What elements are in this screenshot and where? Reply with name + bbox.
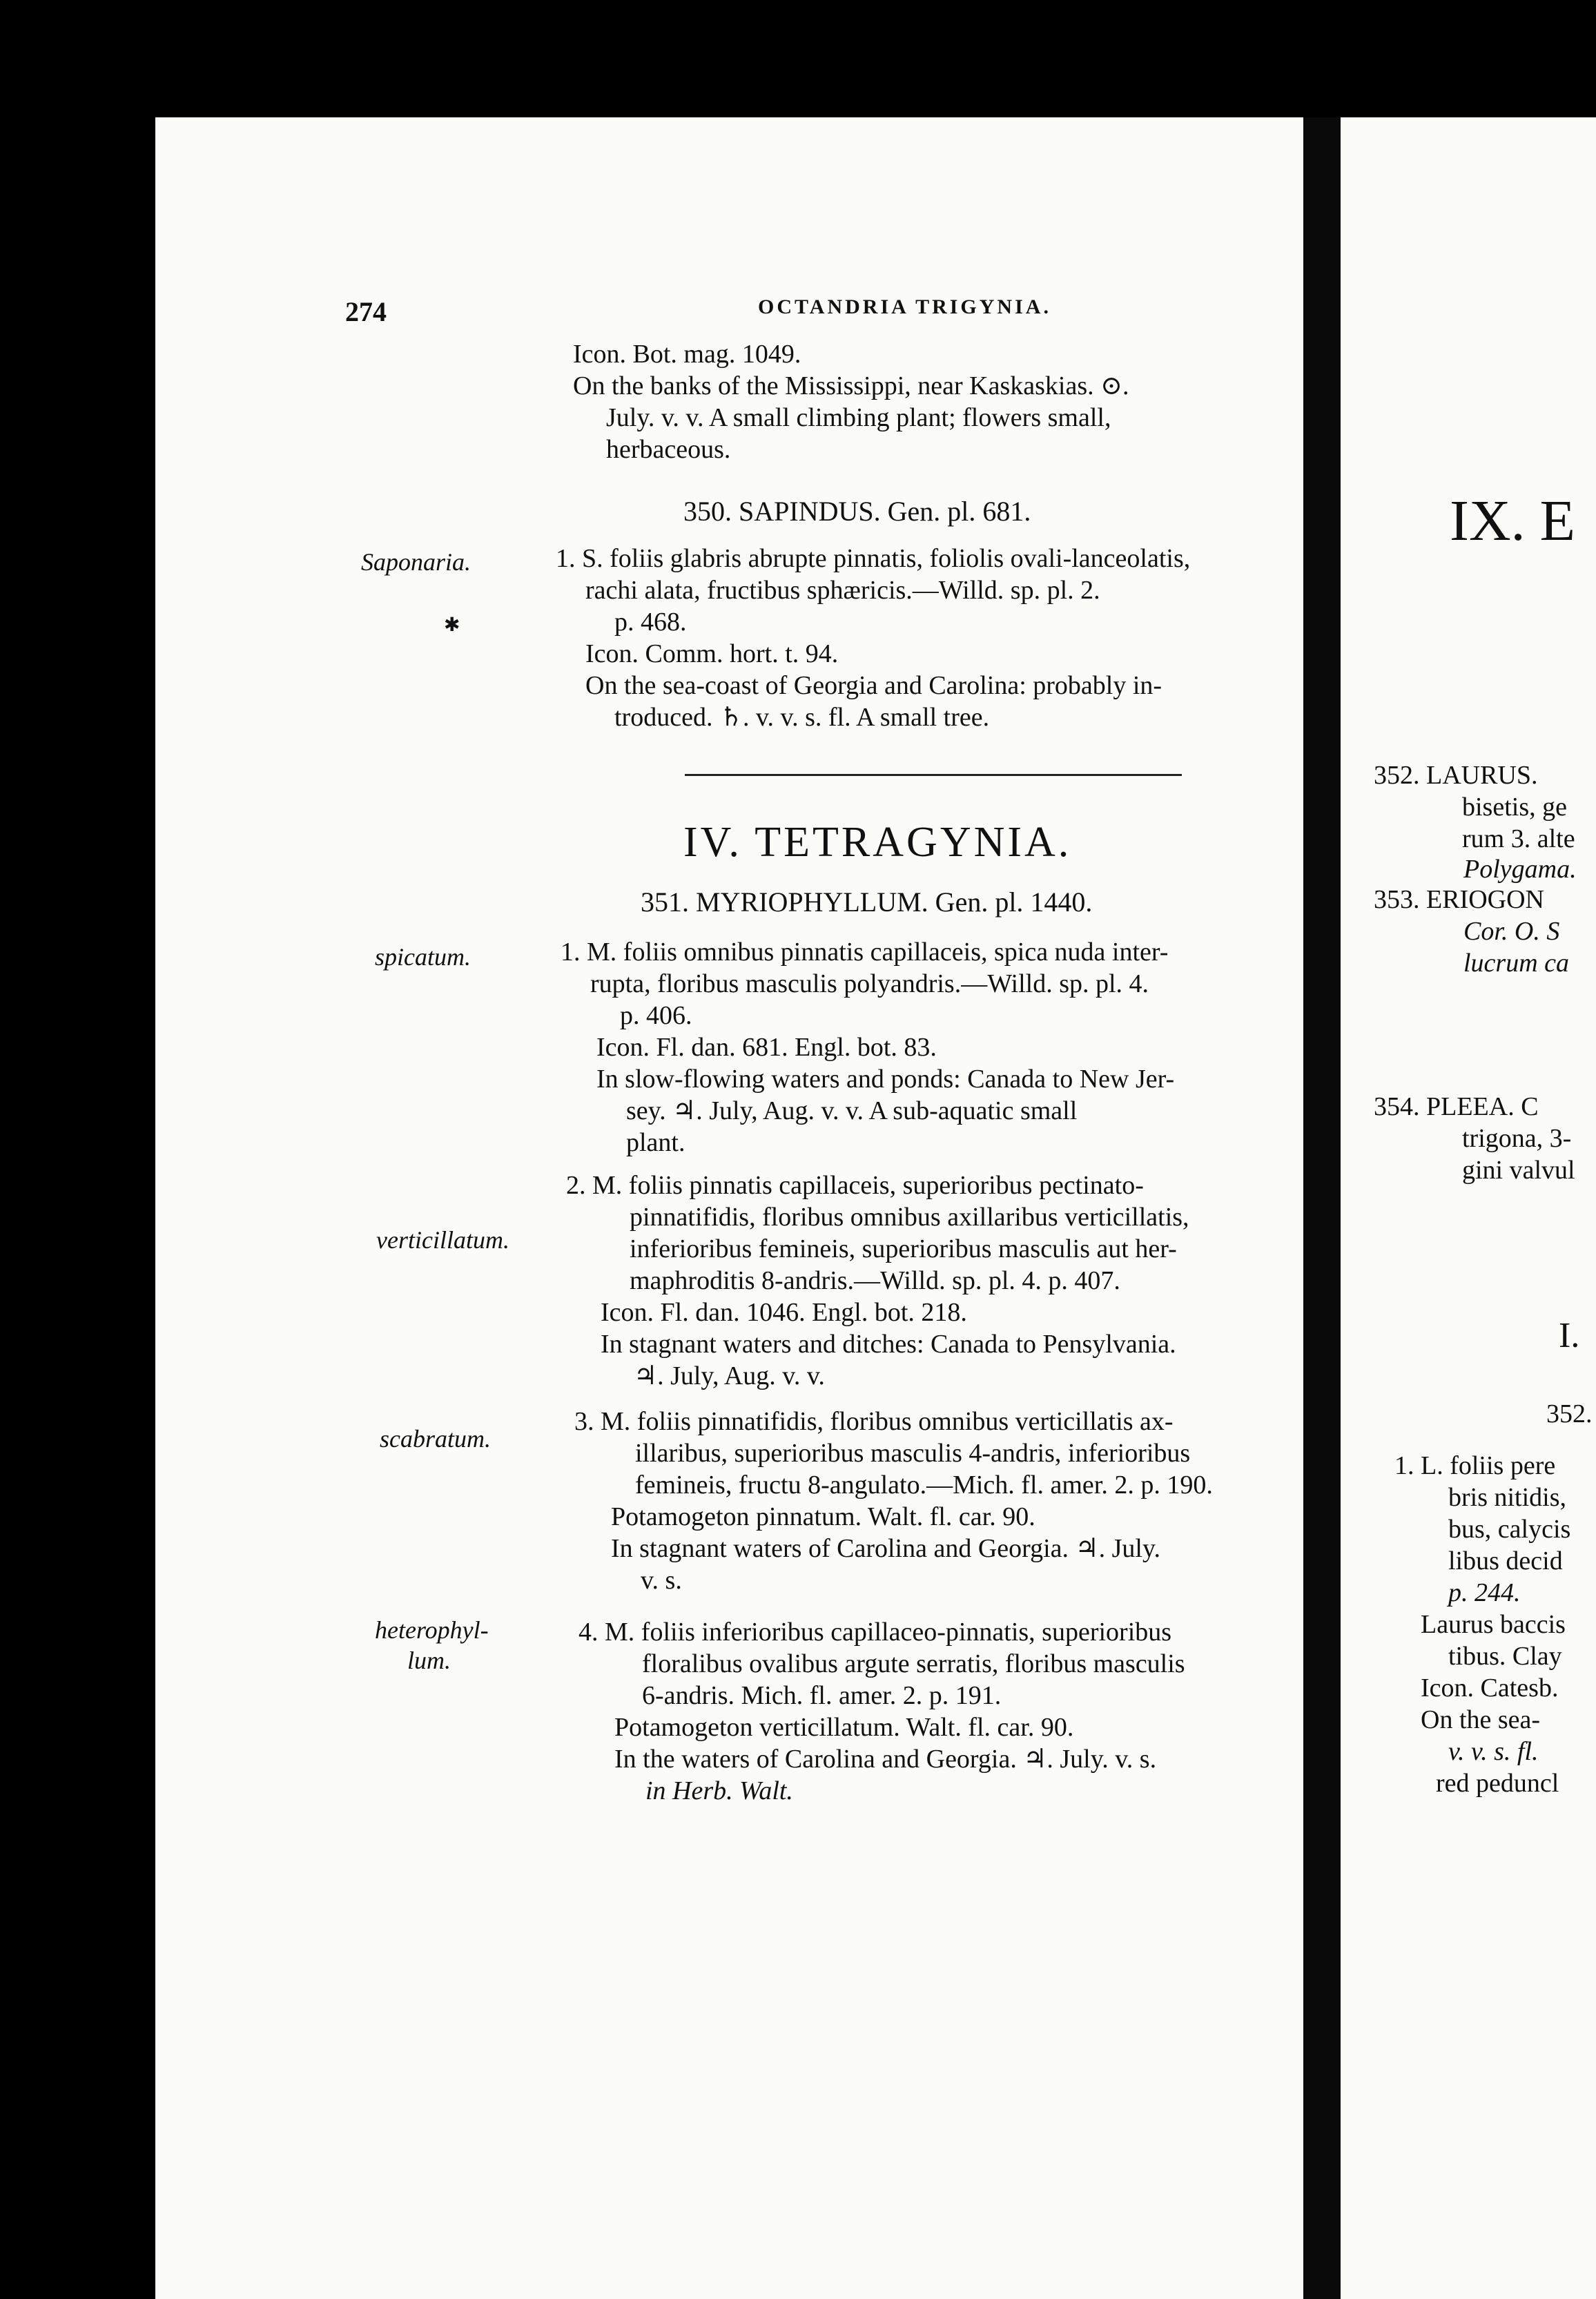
text-line: bris nitidis, [1448,1483,1567,1512]
asterisk-mark: ✱ [444,614,460,636]
margin-name-verticillatum: verticillatum. [376,1226,509,1254]
text-line: inferioribus femineis, superioribus masculis aut her- [630,1234,1177,1263]
text-line: In stagnant waters and ditches: Canada to Pensylvania. [601,1330,1176,1359]
page-number: 274 [345,296,387,327]
margin-name-heterophyllum-2: lum. [407,1647,451,1674]
text-line: libus decid [1448,1546,1563,1575]
text-line: illaribus, superioribus masculis 4-andris, inferioribus [635,1439,1191,1468]
text-line: Icon. Comm. hort. t. 94. [585,639,839,668]
text-line: herbaceous. [606,435,731,464]
text-line: 354. PLEEA. C [1374,1092,1539,1121]
text-line: rachi alata, fructibus sphæricis.—Willd. sp. pl. 2. [585,576,1100,605]
text-line: On the sea- [1421,1705,1541,1734]
text-line: Potamogeton pinnatum. Walt. fl. car. 90. [611,1502,1035,1531]
text-line: Laurus baccis [1421,1610,1566,1639]
text-line: in Herb. Walt. [645,1776,793,1805]
text-line: femineis, fructu 8-angulato.—Mich. fl. amer. 2. p. 190. [635,1471,1213,1500]
text-line: On the sea-coast of Georgia and Carolina: probably in- [585,671,1162,700]
text-line: v. s. [641,1566,682,1595]
text-line: pinnatifidis, floribus omnibus axillaribus verticillatis, [630,1203,1189,1232]
right-page [1341,117,1596,2299]
text-line: red peduncl [1436,1769,1559,1798]
text-line: plant. [626,1128,685,1157]
margin-name-heterophyllum-1: heterophyl- [375,1616,489,1644]
text-line: On the banks of the Mississippi, near Kaskaskias. ⊙. [573,371,1129,400]
book-gutter [1303,117,1341,2299]
text-line: In slow-flowing waters and ponds: Canada to New Jer- [596,1065,1175,1094]
section-title: IV. TETRAGYNIA. [683,819,1072,866]
text-line: 2. M. foliis pinnatis capillaceis, superioribus pectinato- [566,1171,1144,1200]
right-page-genus-number: 352. [1546,1399,1593,1428]
text-line: rum 3. alte [1462,824,1575,853]
text-line: 1. M. foliis omnibus pinnatis capillaceis, spica nuda inter- [561,938,1169,967]
text-line: maphroditis 8-andris.—Willd. sp. pl. 4. p. 407. [630,1266,1120,1295]
text-line: Icon. Fl. dan. 1046. Engl. bot. 218. [601,1298,967,1327]
text-line: floralibus ovalibus argute serratis, floribus masculis [642,1649,1185,1678]
text-line: p. 406. [620,1001,692,1030]
text-line: Icon. Fl. dan. 681. Engl. bot. 83. [596,1033,937,1062]
text-line: 6-andris. Mich. fl. amer. 2. p. 191. [642,1681,1002,1710]
right-page-section-numeral: I. [1559,1316,1580,1355]
running-head: OCTANDRIA TRIGYNIA. [758,295,1051,318]
text-line: v. v. s. fl. [1448,1737,1539,1766]
text-line: trigona, 3- [1462,1124,1572,1153]
text-line: 353. ERIOGON [1374,885,1544,914]
text-line: In the waters of Carolina and Georgia. ♃. July. v. s. [614,1745,1157,1774]
text-line: Polygama. [1463,855,1577,884]
margin-name-scabratum: scabratum. [380,1425,491,1453]
text-line: ♃. July, Aug. v. v. [634,1361,825,1390]
right-page-heading: IX. E [1450,489,1575,553]
text-line: 1. S. foliis glabris abrupte pinnatis, foliolis ovali-lanceolatis, [556,544,1191,573]
text-line: In stagnant waters of Carolina and Georgia. ♃. July. [611,1534,1160,1563]
text-line: sey. ♃. July, Aug. v. v. A sub-aquatic small [626,1096,1078,1125]
text-line: 352. LAURUS. [1374,761,1538,790]
margin-name-spicatum: spicatum. [375,943,471,971]
text-line: Potamogeton verticillatum. Walt. fl. car. 90. [614,1713,1074,1742]
genus-heading-sapindus: 350. SAPINDUS. Gen. pl. 681. [683,496,1031,527]
text-line: Cor. O. S [1463,917,1560,946]
text-line: troduced. ♄. v. v. s. fl. A small tree. [614,703,990,732]
genus-heading-myriophyllum: 351. MYRIOPHYLLUM. Gen. pl. 1440. [641,886,1093,918]
text-line: 4. M. foliis inferioribus capillaceo-pinnatis, superioribus [578,1618,1172,1647]
margin-name-saponaria: Saponaria. [361,548,471,576]
text-line: bus, calycis [1448,1515,1571,1544]
text-line: Icon. Catesb. [1421,1674,1559,1703]
text-line: Icon. Bot. mag. 1049. [573,340,801,369]
text-line: gini valvul [1462,1156,1575,1185]
text-line: rupta, floribus masculis polyandris.—Willd. sp. pl. 4. [590,969,1149,998]
text-line: July. v. v. A small climbing plant; flowers small, [606,403,1111,432]
text-line: 1. L. foliis pere [1394,1451,1556,1480]
text-line: p. 244. [1448,1578,1521,1607]
text-line: 3. M. foliis pinnatifidis, floribus omnibus verticillatis ax- [574,1407,1174,1436]
text-line: p. 468. [614,608,687,637]
section-divider [685,774,1182,776]
text-line: lucrum ca [1463,949,1570,978]
text-line: tibus. Clay [1448,1642,1562,1671]
text-line: bisetis, ge [1462,793,1567,822]
